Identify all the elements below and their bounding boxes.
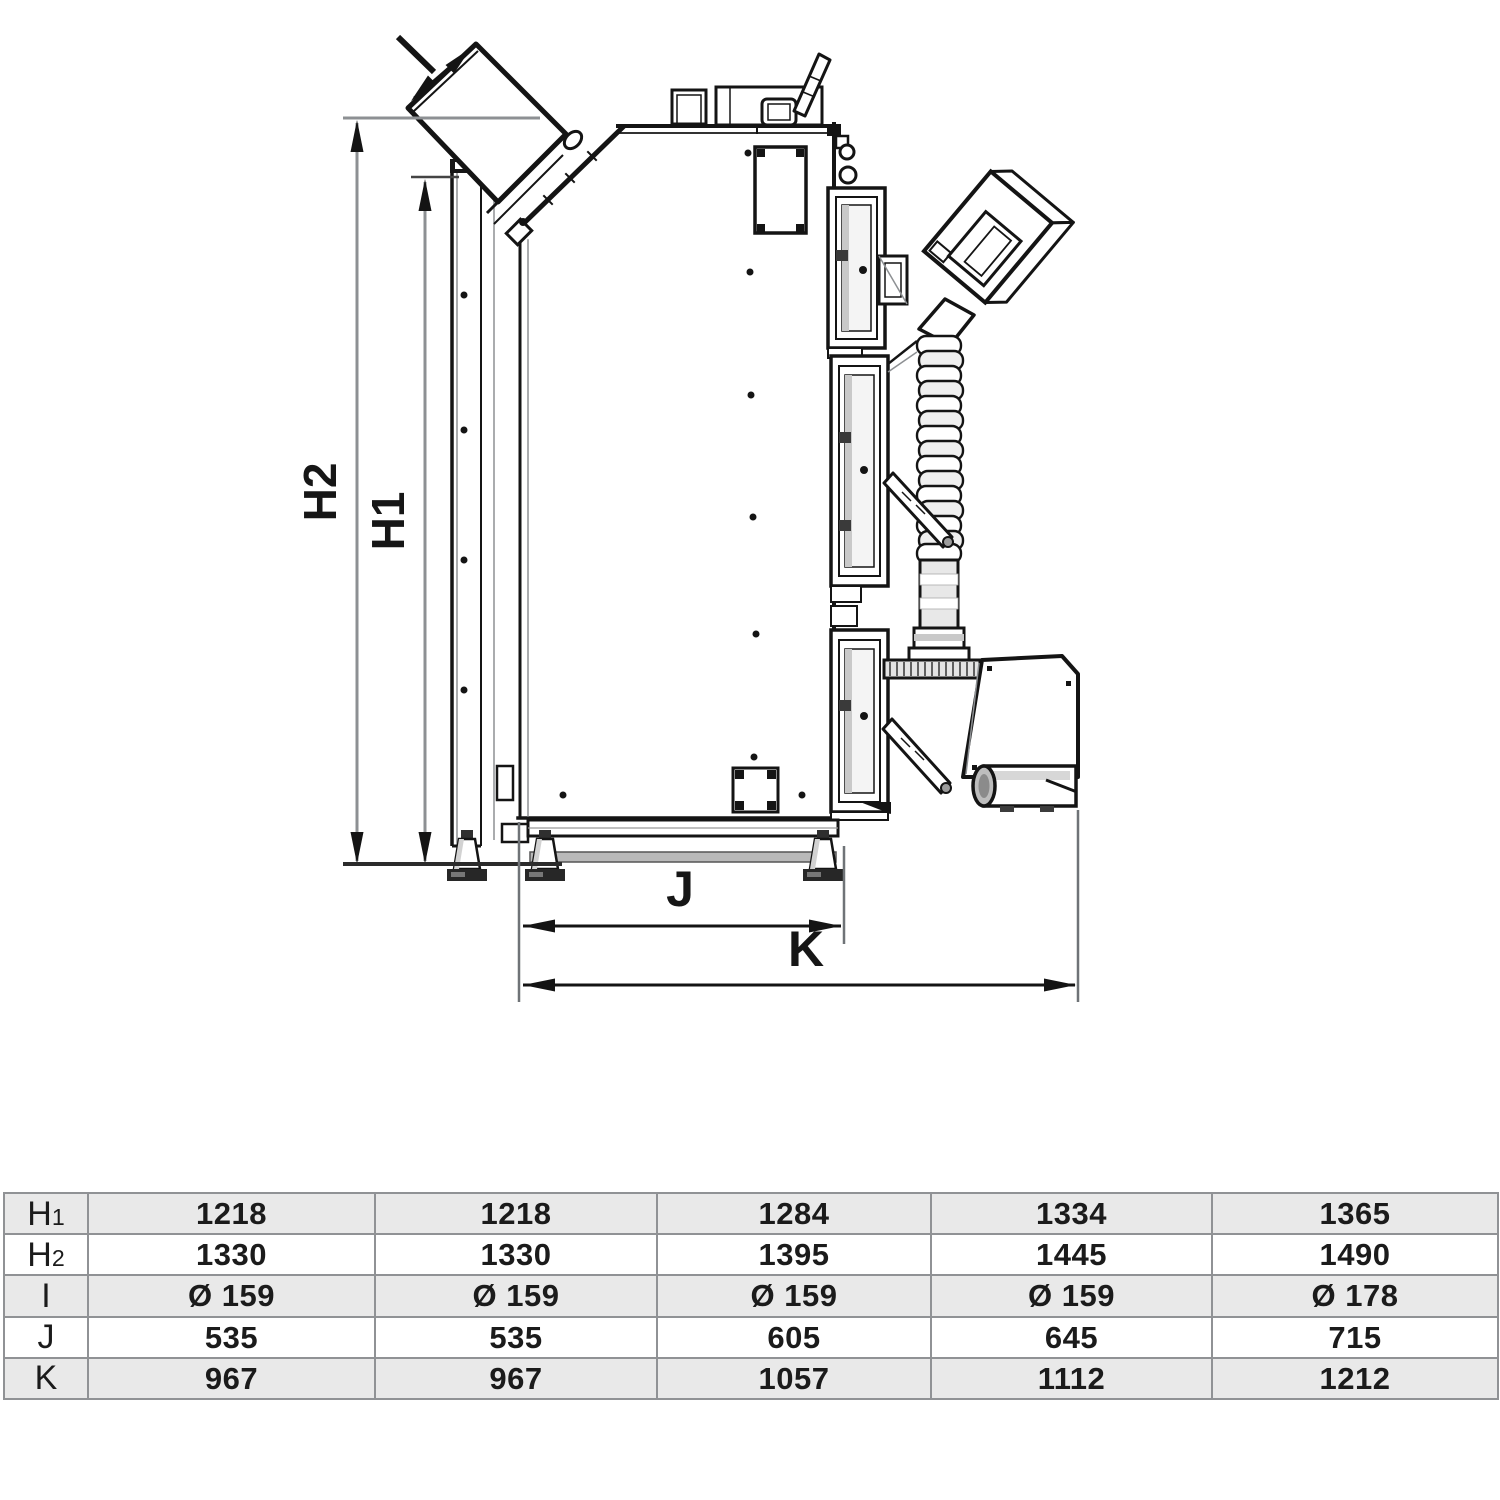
table-cell: Ø 178 bbox=[1212, 1275, 1498, 1316]
row-label-h2: H2 bbox=[4, 1234, 88, 1275]
table-row-i bbox=[4, 1275, 1498, 1316]
panel-knob bbox=[762, 99, 796, 125]
row-label-j: J bbox=[4, 1317, 88, 1358]
table-cell: 715 bbox=[1212, 1317, 1498, 1358]
table-cell: 645 bbox=[931, 1317, 1212, 1358]
pellet-burner bbox=[884, 656, 1078, 812]
table-cell: 1365 bbox=[1212, 1193, 1498, 1234]
table-cell: Ø 159 bbox=[931, 1275, 1212, 1316]
inspection-plate bbox=[755, 147, 806, 233]
table-cell: 1330 bbox=[88, 1234, 375, 1275]
table-row-h1 bbox=[4, 1193, 1498, 1234]
upper-door bbox=[828, 188, 907, 358]
door-hinge-bracket bbox=[879, 256, 907, 304]
row-label-i: I bbox=[4, 1275, 88, 1316]
middle-door bbox=[831, 356, 888, 626]
table-cell: 1334 bbox=[931, 1193, 1212, 1234]
table-cell: 967 bbox=[88, 1358, 375, 1399]
table-cell: 535 bbox=[88, 1317, 375, 1358]
table-cell: 1445 bbox=[931, 1234, 1212, 1275]
table-cell: Ø 159 bbox=[375, 1275, 657, 1316]
feeder-motor bbox=[924, 161, 1073, 313]
bottom-opening bbox=[733, 768, 778, 812]
dimension-k bbox=[523, 810, 1078, 1002]
table-cell: Ø 159 bbox=[657, 1275, 931, 1316]
table-row-k bbox=[4, 1358, 1498, 1399]
table-cell: Ø 159 bbox=[88, 1275, 375, 1316]
table-cell: 1490 bbox=[1212, 1234, 1498, 1275]
row-label-h1: H1 bbox=[4, 1193, 88, 1234]
table-cell: 1057 bbox=[657, 1358, 931, 1399]
table-row-j bbox=[4, 1317, 1498, 1358]
table-cell: 1284 bbox=[657, 1193, 931, 1234]
front-panel-column bbox=[450, 159, 528, 846]
table-cell: 967 bbox=[375, 1358, 657, 1399]
boiler-body bbox=[518, 124, 834, 820]
table-cell: 1112 bbox=[931, 1358, 1212, 1399]
flue-pipe bbox=[408, 44, 585, 245]
lower-door bbox=[831, 630, 891, 820]
h1-label: H1 bbox=[362, 491, 414, 551]
table-cell: 605 bbox=[657, 1317, 931, 1358]
hose-sleeve bbox=[920, 560, 958, 628]
dimension-h2 bbox=[294, 118, 540, 864]
table-cell: 1218 bbox=[375, 1193, 657, 1234]
row-label-k: K bbox=[4, 1358, 88, 1399]
dimension-table bbox=[3, 1192, 1497, 1400]
h2-label: H2 bbox=[294, 462, 346, 522]
j-label: J bbox=[666, 861, 694, 917]
base-frame bbox=[528, 820, 838, 862]
k-label: K bbox=[787, 921, 825, 977]
table-cell: 1218 bbox=[88, 1193, 375, 1234]
table-cell: 1395 bbox=[657, 1234, 931, 1275]
table-row-h2 bbox=[4, 1234, 1498, 1275]
table-cell: 1212 bbox=[1212, 1358, 1498, 1399]
burner-fan bbox=[973, 766, 1077, 812]
door-lever-lower bbox=[883, 719, 951, 793]
dimension-h1 bbox=[362, 177, 459, 864]
table-cell: 535 bbox=[375, 1317, 657, 1358]
table-cell: 1330 bbox=[375, 1234, 657, 1275]
